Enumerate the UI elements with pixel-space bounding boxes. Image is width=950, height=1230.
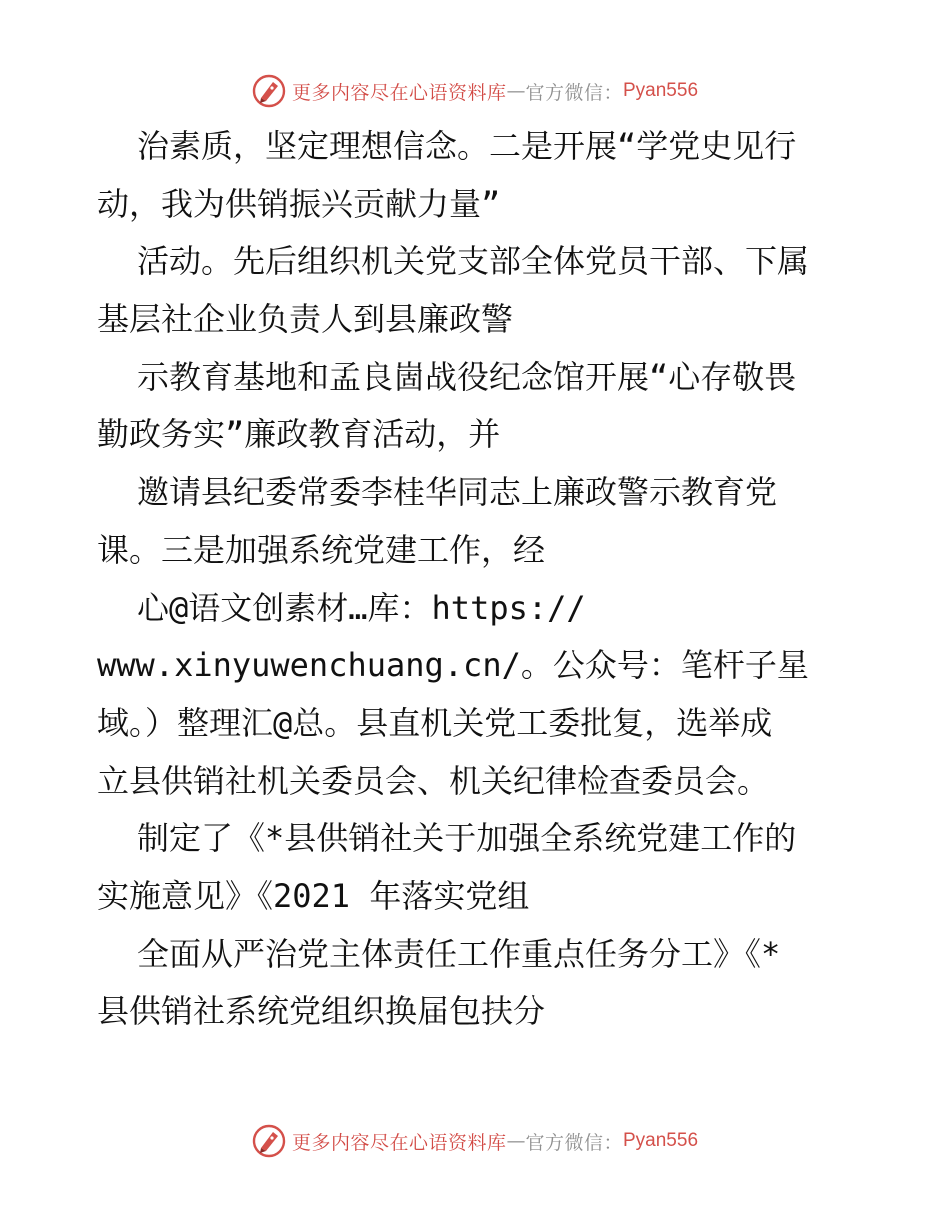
text-line: 心@语文创素材…库：https://: [137, 588, 586, 627]
text-line: 实施意见》《2021 年落实党组: [97, 876, 530, 915]
text-line: 域。）整理汇@总。县直机关党工委批复，选举成: [97, 703, 773, 742]
text-line: 治素质，坚定理想信念。二是开展“学党史见行: [137, 127, 797, 165]
watermark-contact-label: 官方微信：: [525, 81, 623, 104]
text-line: 活动。先后组织机关党支部全体党员干部、下属: [137, 242, 810, 281]
watermark-separator: —: [506, 1130, 526, 1152]
text-line: 示教育基地和孟良崮战役纪念馆开展“心存敬畏: [137, 357, 797, 396]
pen-nib-logo-icon: [252, 74, 286, 108]
pen-nib-logo-icon: [252, 1124, 286, 1158]
text-line: 邀请县纪委常委李桂华同志上廉政警示教育党: [137, 473, 778, 512]
text-line: 动，我为供销振兴贡献力量”: [97, 184, 501, 223]
text-line: www.xinyuwenchuang.cn/。公众号：笔杆子星: [97, 646, 809, 685]
watermark-header: [0, 71, 950, 111]
watermark-brand: 更多内容尽在心语资料库: [291, 81, 507, 104]
watermark-contact-label: 官方微信：: [525, 1131, 623, 1154]
watermark-brand: 更多内容尽在心语资料库: [291, 1131, 507, 1154]
text-line: 全面从严治党主体责任工作重点任务分工》《*: [137, 934, 781, 973]
text-line: 课。三是加强系统党建工作，经: [97, 530, 546, 569]
text-line: 基层社企业负责人到县廉政警: [97, 300, 514, 339]
text-line: 县供销社系统党组织换届包扶分: [97, 992, 546, 1031]
watermark-wechat-id: Pyan556: [623, 1130, 699, 1151]
watermark-wechat-id: Pyan556: [623, 80, 699, 101]
watermark-separator: —: [506, 80, 526, 102]
document-body: [97, 118, 877, 1041]
text-line: 制定了《*县供销社关于加强全系统党建工作的: [137, 819, 797, 858]
text-line: 立县供销社机关委员会、机关纪律检查委员会。: [97, 761, 770, 800]
watermark-footer: [0, 1121, 950, 1161]
text-line: 勤政务实”廉政教育活动，并: [97, 415, 501, 454]
